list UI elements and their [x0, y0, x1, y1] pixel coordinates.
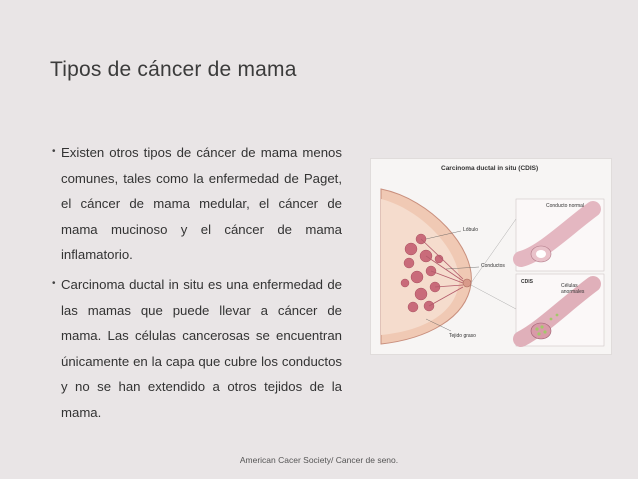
bullet-item: • Existen otros tipos de cáncer de mama menos comunes, tales como la enfermedad de Paget, el cáncer de mama medular, el cáncer de mama mucinoso y el cáncer de mama inflamatorio. — [52, 140, 342, 268]
bullet-item: • Carcinoma ductal in situ es una enfermedad de las mamas que puede llevar a cáncer de mama. Las células cancerosas se encuentran únicamente en la capa que cubre los conductos y no se han extendido a otros tejidos de la mama. — [52, 272, 342, 426]
label-celulas: Células anormales — [561, 283, 585, 295]
cdis-illustration — [370, 158, 612, 355]
label-tejido: Tejido graso — [449, 333, 476, 339]
breast-anatomy-illustration — [371, 159, 611, 354]
slide-body — [52, 140, 342, 430]
figure-title: Carcinoma ductal in situ (CDIS) — [441, 165, 539, 172]
slide-footer: American Cacer Society/ Cancer de seno. — [239, 455, 399, 465]
label-conducto-normal: Conducto normal — [546, 203, 585, 209]
slide-title: Tipos de cáncer de mama — [50, 58, 297, 81]
label-lobulo: Lóbulo — [463, 227, 479, 233]
label-cdis: CDIS — [521, 279, 533, 285]
label-conductos: Conductos — [481, 263, 505, 269]
